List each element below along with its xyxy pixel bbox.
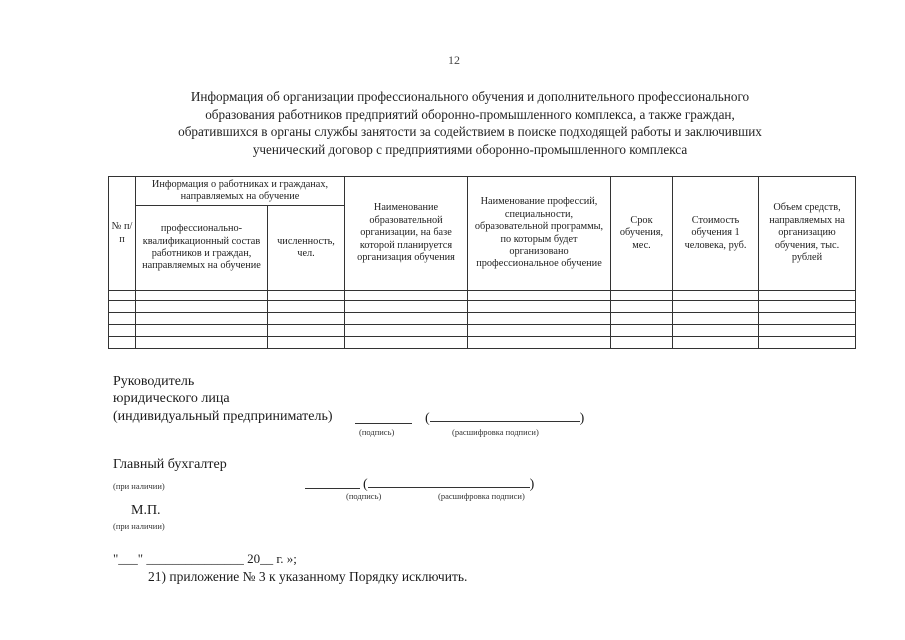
page-number: 12 [448, 53, 460, 67]
stamp-note: (при наличии) [113, 521, 165, 531]
table-row [109, 325, 856, 337]
header-term: Срок обучения, мес. [611, 177, 673, 291]
title-line: ученический договор с предприятиями оборонно-промышленного комплекса [252, 141, 688, 157]
accountant-title: Главный бухгалтер [113, 457, 227, 472]
header-workers-group: Информация о работниках и гражданах, направляемых на обучение [136, 177, 345, 206]
table-row [109, 337, 856, 349]
accountant-signature-line [305, 475, 360, 489]
stamp-label: М.П. [131, 503, 161, 518]
accountant-sign-caption: (подпись) [346, 491, 382, 501]
accountant-note: (при наличии) [113, 481, 165, 491]
header-funds: Объем средств, направляемых на организацию обучения, тыс. рублей [759, 177, 856, 291]
head-title-line3: (индивидуальный предприниматель) [113, 409, 333, 424]
head-decode-caption: (расшифровка подписи) [452, 427, 539, 437]
title-line: Информация об организации профессионального обучения и дополнительного профессионального [190, 89, 750, 104]
head-title-line2: юридического лица [113, 391, 230, 406]
head-decode-field: ( ) [425, 407, 584, 427]
head-signature-line [355, 409, 412, 424]
accountant-decode-field: ( ) [363, 473, 534, 493]
head-sign-caption: (подпись) [359, 427, 395, 437]
date-line: "___" _______________ 20__ г. »; [113, 551, 297, 566]
accountant-decode-caption: (расшифровка подписи) [438, 491, 525, 501]
table-row [109, 301, 856, 313]
table-row [109, 291, 856, 301]
title-line: образования работников предприятий оборонно-промышленного комплекса, а также граждан, [205, 106, 735, 122]
header-count: численность, чел. [268, 206, 345, 291]
title-line: обратившихся в органы службы занятости за содействием в поиске подходящей работы и заключивших [178, 124, 762, 139]
header-cost: Стоимость обучения 1 человека, руб. [673, 177, 759, 291]
document-title [120, 88, 820, 158]
header-program: Наименование профессий, специальности, образовательной программы, по которым будет организовано профессиональное обучение [468, 177, 611, 291]
header-composition: профессионально-квалификационный состав работников и граждан, направляемых на обучение [136, 206, 268, 291]
head-title-line1: Руководитель [113, 374, 195, 389]
report-table [108, 176, 856, 349]
amendment-text: 21) приложение № 3 к указанному Порядку исключить. [148, 569, 468, 584]
header-organization: Наименование образовательной организации, на базе которой планируется организация обучения [345, 177, 468, 291]
header-num: № п/п [109, 177, 136, 291]
table-row [109, 313, 856, 325]
